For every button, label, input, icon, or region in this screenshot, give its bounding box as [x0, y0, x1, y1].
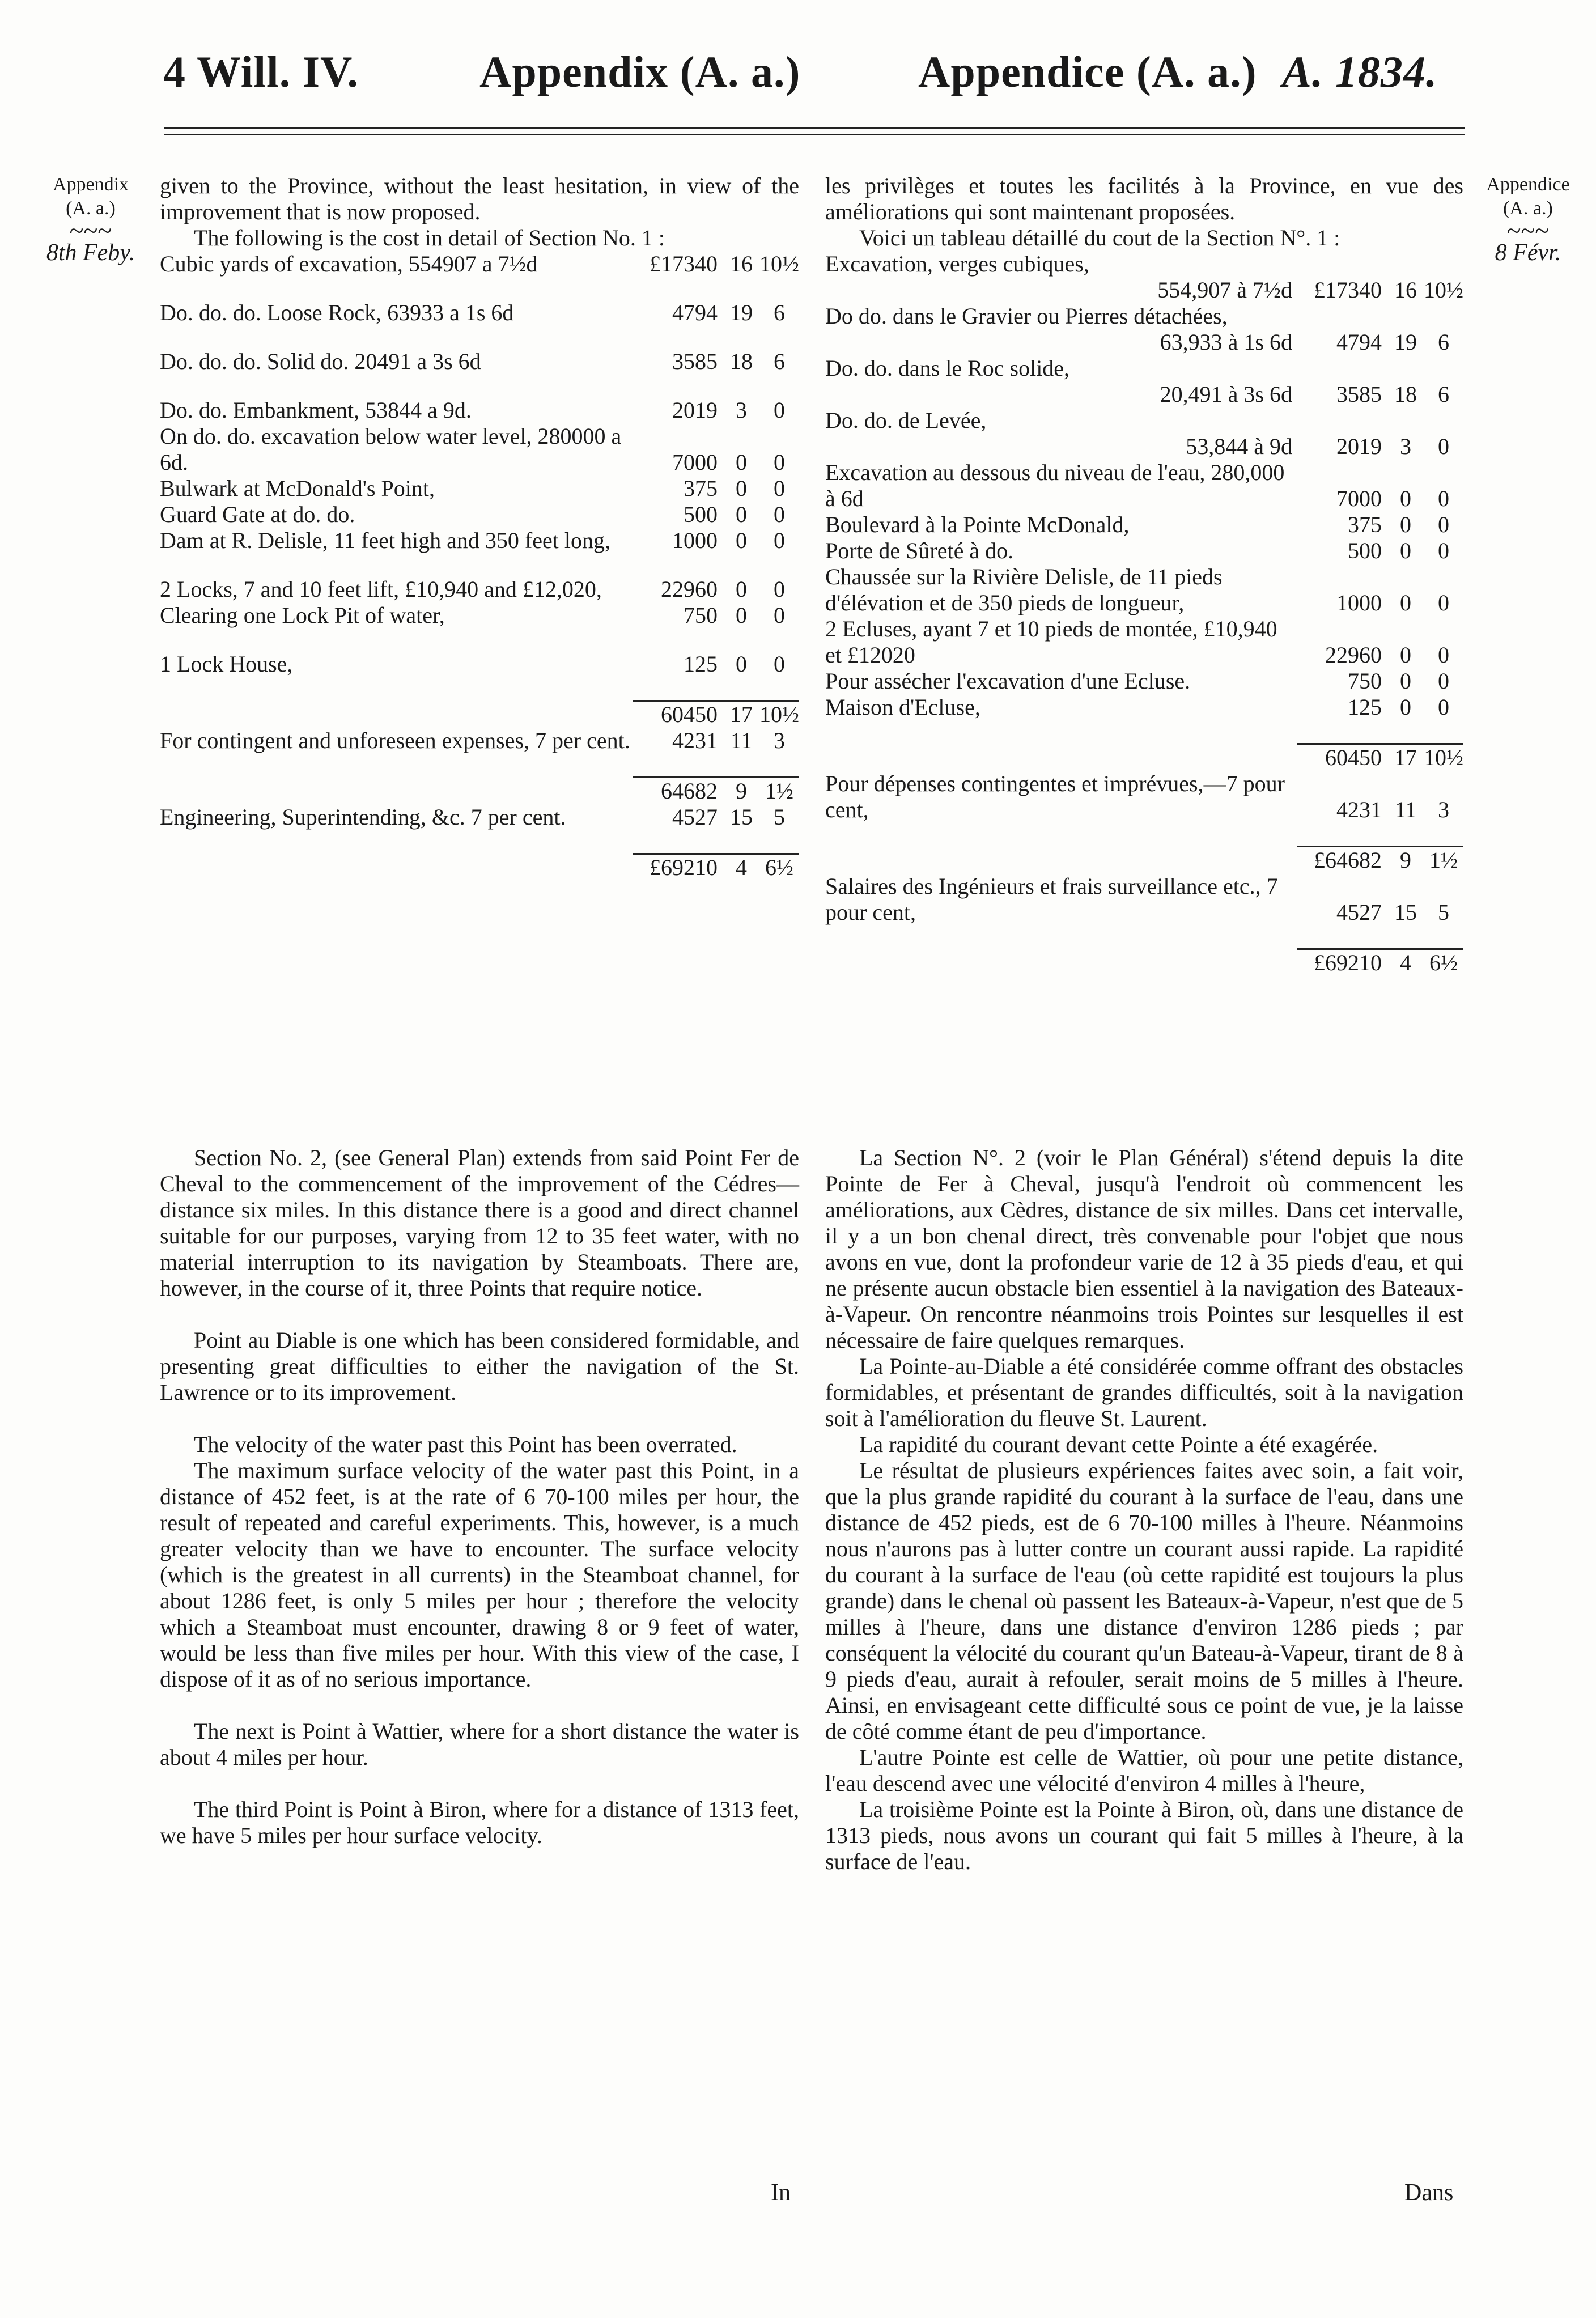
amount-pounds: 4794: [1336, 329, 1382, 355]
amount-pence: 6: [774, 300, 785, 325]
amount-pence: 5: [774, 804, 785, 830]
amount-shillings: 0: [736, 528, 747, 553]
french-section-2-text: [825, 1145, 1463, 1875]
cost-item-description: Do. do. Embankment, 53844 a 9d.: [160, 397, 472, 423]
header-regnal-year: 4 Will. IV.: [163, 47, 359, 96]
cost-item-description: On do. do. excavation below water level, 280000 a 6d.: [160, 423, 622, 475]
amount-pounds: 4231: [1336, 797, 1382, 822]
amount-pounds: 4231: [672, 728, 718, 753]
cost-item-label: [160, 576, 633, 602]
cost-item-description: Chaussée sur la Rivière Delisle, de 11 pieds d'élévation et de 350 pieds de longueur,: [825, 564, 1223, 615]
amount-pounds: 750: [684, 602, 718, 628]
amount-pence: 0: [774, 502, 785, 527]
english-intro: [160, 173, 799, 251]
amount-pounds: 22960: [1325, 642, 1382, 668]
amount-pence: 10½: [1424, 745, 1463, 770]
amount-shillings: 0: [1400, 486, 1411, 511]
cost-item-description: 1 Lock House,: [160, 651, 293, 677]
amount-shillings: 18: [1394, 381, 1417, 407]
cost-item-description: Dam at R. Delisle, 11 feet high and 350 feet long,: [160, 528, 610, 553]
amount-pounds: 500: [684, 502, 718, 527]
french-cost-table: [825, 251, 1463, 976]
amount-shillings: 4: [723, 854, 759, 881]
english-contingent-row: [160, 728, 799, 754]
amount-pence: 1½: [1424, 847, 1463, 874]
amount-pounds: 375: [684, 476, 718, 501]
english-cost-row: [160, 476, 799, 502]
catchword-english: In: [771, 2180, 791, 2206]
amount-pence: 0: [1438, 668, 1449, 694]
amount-shillings: 0: [1400, 694, 1411, 720]
amount-shillings: 0: [1400, 538, 1411, 563]
cost-item-label: [825, 512, 1297, 538]
cost-item-description: Porte de Sûreté à do.: [825, 538, 1014, 563]
english-total-row: [160, 854, 799, 881]
cost-item-description: Guard Gate at do. do.: [160, 502, 355, 527]
catchword-french: Dans: [1404, 2180, 1454, 2206]
margin-appendix-code: (A. a.): [1503, 198, 1553, 219]
amount-shillings: 16: [1394, 277, 1417, 303]
french-cost-row: [825, 564, 1463, 616]
french-paragraph: L'autre Pointe est celle de Wattier, où pour une petite distance, l'eau descend avec une vélocité d'environ 4 milles à l'heure,: [825, 1744, 1463, 1796]
amount-shillings: 19: [730, 300, 753, 325]
french-cost-row: [825, 251, 1463, 303]
cost-item-label: [825, 668, 1297, 694]
amount-shillings: 15: [1394, 899, 1417, 925]
cost-item-label: [825, 460, 1297, 512]
english-paragraph: Section No. 2, (see General Plan) extends from said Point Fer de Cheval to the commencement of the improvement of the Cédres—distance six miles. In this distance there is a good and direct channel suitable for our purposes, varying from 12 to 35 feet water, with no material interruption to its navigation by Steamboats. There are, however, in the course of it, three Points that require notice.: [160, 1145, 799, 1301]
amount-pence: 10½: [759, 702, 799, 727]
amount-shillings: 0: [1400, 590, 1411, 615]
english-paragraph: The third Point is Point à Biron, where for a distance of 1313 feet, we have 5 miles per hour surface velocity.: [160, 1797, 799, 1848]
amount-pounds: 3585: [672, 349, 718, 374]
amount-shillings: 19: [1394, 329, 1417, 355]
amount-pounds: 750: [1348, 668, 1382, 694]
margin-flourish-icon: ~~~: [69, 216, 112, 245]
amount-pence: 6: [1438, 381, 1449, 407]
amount-pounds: 60450: [1297, 744, 1387, 771]
cost-item-description: Excavation au dessous du niveau de l'eau, 280,000 à 6d: [825, 460, 1285, 511]
amount-pounds: 64682: [633, 778, 723, 805]
english-cost-row: [160, 528, 799, 554]
amount-pence: 0: [1438, 512, 1449, 537]
cost-item-description: Cubic yards of excavation, 554907 a 7½d: [160, 251, 538, 277]
amount-pence: 6: [1438, 329, 1449, 355]
french-cost-row: [825, 512, 1463, 538]
english-cost-row: [160, 602, 799, 629]
english-cost-row: [160, 251, 799, 277]
amount-pounds: 4794: [672, 300, 718, 325]
cost-item-description: Bulwark at McDonald's Point,: [160, 476, 435, 501]
cost-item-description: Pour assécher l'excavation d'une Ecluse.: [825, 668, 1191, 694]
amount-pence: 0: [774, 602, 785, 628]
amount-pounds: 500: [1348, 538, 1382, 563]
amount-shillings: 16: [730, 251, 753, 277]
amount-shillings: 0: [736, 502, 747, 527]
french-cost-row: [825, 694, 1463, 720]
amount-pounds: £69210: [1297, 949, 1387, 977]
english-cost-row: [160, 423, 799, 476]
cost-item-label: [160, 397, 633, 423]
cost-item-label: For contingent and unforeseen expenses, 7 per cent.: [160, 728, 630, 753]
amount-shillings: 0: [1400, 512, 1411, 537]
french-intro-line: Voici un tableau détaillé du cout de la Section N°. 1 :: [859, 225, 1340, 251]
cost-item-label: [160, 602, 633, 629]
cost-item-label: [825, 694, 1297, 720]
french-contingent-row: [825, 771, 1463, 823]
amount-pounds: 22960: [661, 576, 718, 602]
amount-shillings: 0: [736, 576, 747, 602]
english-cost-row: [160, 576, 799, 602]
english-cost-row: [160, 651, 799, 677]
french-paragraph: La Pointe-au-Diable a été considérée comme offrant des obstacles formidables, et présentant de grandes difficultés, soit à la navigation soit à l'amélioration du fleuve St. Laurent.: [825, 1353, 1463, 1431]
french-paragraph: La Section N°. 2 (voir le Plan Général) s'étend depuis la dite Pointe de Fer à Cheval, jusqu'à l'endroit où commencent les améliorations, aux Cèdres, distance de six milles. Dans cet intervalle, il y a un bon chenal direct, très convenable pour l'objet que nous avons en vue, dont la profondeur varie de 12 à 35 pieds d'eau, et qui ne présente aucun obstacle bien essentiel à la navigation des Bateaux-à-Vapeur. On rencontre néanmoins trois Pointes sur lesquelles il est nécessaire de faire quelques remarques.: [825, 1145, 1463, 1353]
cost-item-label: [160, 651, 633, 677]
cost-item-label: [160, 476, 633, 502]
amount-shillings: 3: [736, 397, 747, 423]
amount-pounds: 1000: [672, 528, 718, 553]
amount-shillings: 4: [1387, 949, 1424, 977]
amount-shillings: 0: [736, 476, 747, 501]
amount-shillings: 11: [1394, 797, 1417, 822]
cost-item-quantity: 53,844 à 9d: [1186, 434, 1292, 459]
amount-pence: 3: [774, 728, 785, 753]
header-appendix-title-en: Appendix (A. a.): [479, 47, 801, 96]
amount-pence: 6½: [759, 854, 799, 881]
cost-item-label: [825, 355, 1297, 407]
cost-item-description: Excavation, verges cubiques,: [825, 251, 1089, 277]
amount-shillings: 11: [730, 728, 753, 753]
amount-pence: 0: [1438, 694, 1449, 720]
amount-pounds: 60450: [633, 701, 723, 728]
amount-pounds: £17340: [650, 251, 718, 277]
amount-pence: 0: [774, 449, 785, 475]
cost-item-label: [825, 564, 1297, 616]
french-subtotal-row: [825, 847, 1463, 874]
english-intro-line: The following is the cost in detail of Section No. 1 :: [194, 225, 665, 251]
french-intro-line: les privilèges et toutes les facilités à la Province, en vue des améliorations qui sont maintenant proposées.: [825, 173, 1463, 224]
amount-shillings: 0: [736, 602, 747, 628]
amount-pounds: 4527: [1336, 899, 1382, 925]
english-paragraph: The next is Point à Wattier, where for a short distance the water is about 4 miles per hour.: [160, 1718, 799, 1770]
cost-item-description: Clearing one Lock Pit of water,: [160, 602, 445, 628]
french-subtotal-row: [825, 744, 1463, 771]
cost-item-label: [825, 407, 1297, 460]
amount-pounds: 7000: [672, 449, 718, 475]
margin-appendix-label: Appendix: [52, 174, 129, 195]
english-paragraph: The velocity of the water past this Point has been overrated.: [194, 1432, 737, 1457]
french-cost-row: [825, 538, 1463, 564]
header-rule-bottom: [164, 134, 1465, 135]
french-paragraph: La rapidité du courant devant cette Pointe a été exagérée.: [859, 1432, 1378, 1457]
amount-pence: 0: [774, 528, 785, 553]
amount-shillings: 9: [1387, 847, 1424, 874]
cost-item-label: [160, 502, 633, 528]
cost-item-label: [825, 616, 1297, 668]
amount-pence: 0: [774, 397, 785, 423]
amount-shillings: 17: [1387, 744, 1424, 771]
amount-pence: 1½: [759, 778, 799, 805]
french-cost-row: [825, 616, 1463, 668]
cost-item-quantity: 20,491 à 3s 6d: [1160, 381, 1292, 407]
cost-item-label: [825, 303, 1297, 355]
cost-item-description: 2 Locks, 7 and 10 feet lift, £10,940 and £12,020,: [160, 576, 602, 602]
amount-pence: 0: [1438, 538, 1449, 563]
amount-pence: 3: [1438, 797, 1449, 822]
amount-pounds: 2019: [1336, 434, 1382, 459]
header-appendix-title-fr: Appendice (A. a.): [918, 47, 1257, 96]
amount-pence: 0: [1438, 486, 1449, 511]
amount-pounds: 7000: [1336, 486, 1382, 511]
cost-item-label: [160, 300, 633, 326]
amount-shillings: 9: [723, 778, 759, 805]
amount-pence: 6: [774, 349, 785, 374]
amount-pence: 0: [1438, 590, 1449, 615]
french-engineering-row: [825, 873, 1463, 925]
cost-item-label: [825, 538, 1297, 564]
french-cost-row: [825, 303, 1463, 355]
cost-item-label: [160, 251, 633, 277]
english-intro-line: given to the Province, without the least hesitation, in view of the improvement that is now proposed.: [160, 173, 799, 224]
margin-date: 8 Févr.: [1495, 240, 1561, 266]
header-rule-top: [164, 127, 1465, 129]
french-cost-section: [825, 173, 1463, 976]
amount-pence: 10½: [1424, 277, 1463, 303]
amount-pounds: 375: [1348, 512, 1382, 537]
cost-item-description: Do. do. do. Loose Rock, 63933 a 1s 6d: [160, 300, 514, 325]
amount-pence: 0: [1438, 434, 1449, 459]
french-cost-row: [825, 407, 1463, 460]
french-intro: [825, 173, 1463, 251]
amount-pence: 5: [1438, 899, 1449, 925]
english-subtotal-row: [160, 701, 799, 728]
french-paragraph: Le résultat de plusieurs expériences faites avec soin, a fait voir, que la plus grande rapidité du courant à la surface de l'eau, dans une distance de 452 pieds, est de 6 70-100 milles à l'heure. Néanmoins nous n'aurons pas à lutter contre un courant aussi rapide. La rapidité du courant à la surface de l'eau (où cette rapidité est toujours la plus grande) dans le chenal où passent les Bateaux-à-Vapeur, n'est que de 5 milles à l'heure, dans une distance d'environ 1286 pieds ; par conséquent la vélocité du courant qu'un Bateau-à-Vapeur, tirant de 8 à 9 pieds d'eau, aurait à refouler, serait moins de 5 milles à l'heure. Ainsi, en envisageant cette difficulté sous ce point de vue, je la laisse de côté comme étant de peu d'importance.: [825, 1458, 1463, 1744]
amount-shillings: 15: [730, 804, 753, 830]
cost-item-label: [160, 528, 633, 554]
cost-item-label: Pour dépenses contingentes et imprévues,—7 pour cent,: [825, 771, 1285, 822]
amount-shillings: 0: [736, 449, 747, 475]
cost-item-description: Do do. dans le Gravier ou Pierres détachées,: [825, 303, 1228, 329]
amount-shillings: 0: [1400, 668, 1411, 694]
english-engineering-row: [160, 804, 799, 830]
amount-pounds: £64682: [1297, 847, 1387, 874]
amount-pounds: 3585: [1336, 381, 1382, 407]
english-cost-row: [160, 349, 799, 375]
english-cost-table: [160, 251, 799, 881]
margin-appendix-code: (A. a.): [66, 198, 116, 219]
english-section-2-text: [160, 1145, 799, 1849]
amount-pence: 0: [774, 651, 785, 677]
cost-item-label: Engineering, Superintending, &c. 7 per cent.: [160, 804, 566, 830]
amount-pence: 0: [774, 476, 785, 501]
cost-item-description: Do. do. do. Solid do. 20491 a 3s 6d: [160, 349, 481, 374]
cost-item-label: [160, 349, 633, 375]
margin-date: 8th Feby.: [46, 240, 135, 266]
amount-shillings: 17: [723, 701, 759, 728]
margin-appendix-label: Appendice: [1486, 174, 1570, 195]
amount-pounds: £69210: [633, 854, 723, 881]
amount-shillings: 0: [1400, 642, 1411, 668]
amount-shillings: 3: [1400, 434, 1411, 459]
cost-item-description: 2 Ecluses, ayant 7 et 10 pieds de montée, £10,940 et £12020: [825, 616, 1277, 668]
cost-item-quantity: 554,907 à 7½d: [1157, 277, 1292, 303]
cost-item-label: Salaires des Ingénieurs et frais surveillance etc., 7 pour cent,: [825, 873, 1278, 925]
amount-pence: 0: [774, 576, 785, 602]
amount-pence: 0: [1438, 642, 1449, 668]
margin-note-left: [34, 173, 147, 265]
amount-shillings: 18: [730, 349, 753, 374]
amount-pounds: 4527: [672, 804, 718, 830]
cost-item-quantity: 63,933 à 1s 6d: [1160, 329, 1292, 355]
header-year: A. 1834.: [1282, 47, 1438, 96]
amount-pence: 10½: [759, 251, 799, 277]
english-cost-section: [160, 173, 799, 881]
french-cost-row: [825, 668, 1463, 694]
amount-pounds: 125: [1348, 694, 1382, 720]
amount-shillings: 0: [736, 651, 747, 677]
margin-flourish-icon: ~~~: [1506, 216, 1550, 245]
amount-pence: 6½: [1424, 949, 1463, 977]
amount-pounds: 125: [684, 651, 718, 677]
french-cost-row: [825, 355, 1463, 407]
cost-item-description: Boulevard à la Pointe McDonald,: [825, 512, 1130, 537]
french-cost-row: [825, 460, 1463, 512]
french-paragraph: La troisième Pointe est la Pointe à Biron, où, dans une distance de 1313 pieds, nous avons un courant qui fait 5 milles à l'heure, à la surface de l'eau.: [825, 1797, 1463, 1874]
english-subtotal-row: [160, 778, 799, 805]
english-paragraph: The maximum surface velocity of the water past this Point, in a distance of 452 feet, is at the rate of 6 70-100 miles per hour, the result of repeated and careful experiments. This, however, is a much greater velocity than we have to encounter. The surface velocity (which is the greatest in all currents) in the Steamboat channel, for about 1286 feet, is only 5 miles per hour ; therefore the velocity which a Steamboat must encounter, drawing 8 or 9 feet of water, would be less than five miles per hour. With this view of the case, I dispose of it as of no serious importance.: [160, 1458, 799, 1692]
french-total-row: [825, 949, 1463, 977]
cost-item-description: Do. do. dans le Roc solide,: [825, 355, 1070, 381]
cost-item-label: [160, 423, 633, 476]
amount-pounds: 2019: [672, 397, 718, 423]
margin-note-right: [1471, 173, 1585, 265]
english-paragraph: Point au Diable is one which has been considered formidable, and presenting great difficulties to either the navigation of the St. Lawrence or to its improvement.: [160, 1327, 799, 1405]
amount-pounds: 1000: [1336, 590, 1382, 615]
amount-pounds: £17340: [1314, 277, 1382, 303]
english-cost-row: [160, 397, 799, 423]
cost-item-description: Do. do. de Levée,: [825, 407, 987, 433]
cost-item-label: [825, 251, 1297, 303]
english-cost-row: [160, 502, 799, 528]
english-cost-row: [160, 300, 799, 326]
cost-item-description: Maison d'Ecluse,: [825, 694, 980, 720]
